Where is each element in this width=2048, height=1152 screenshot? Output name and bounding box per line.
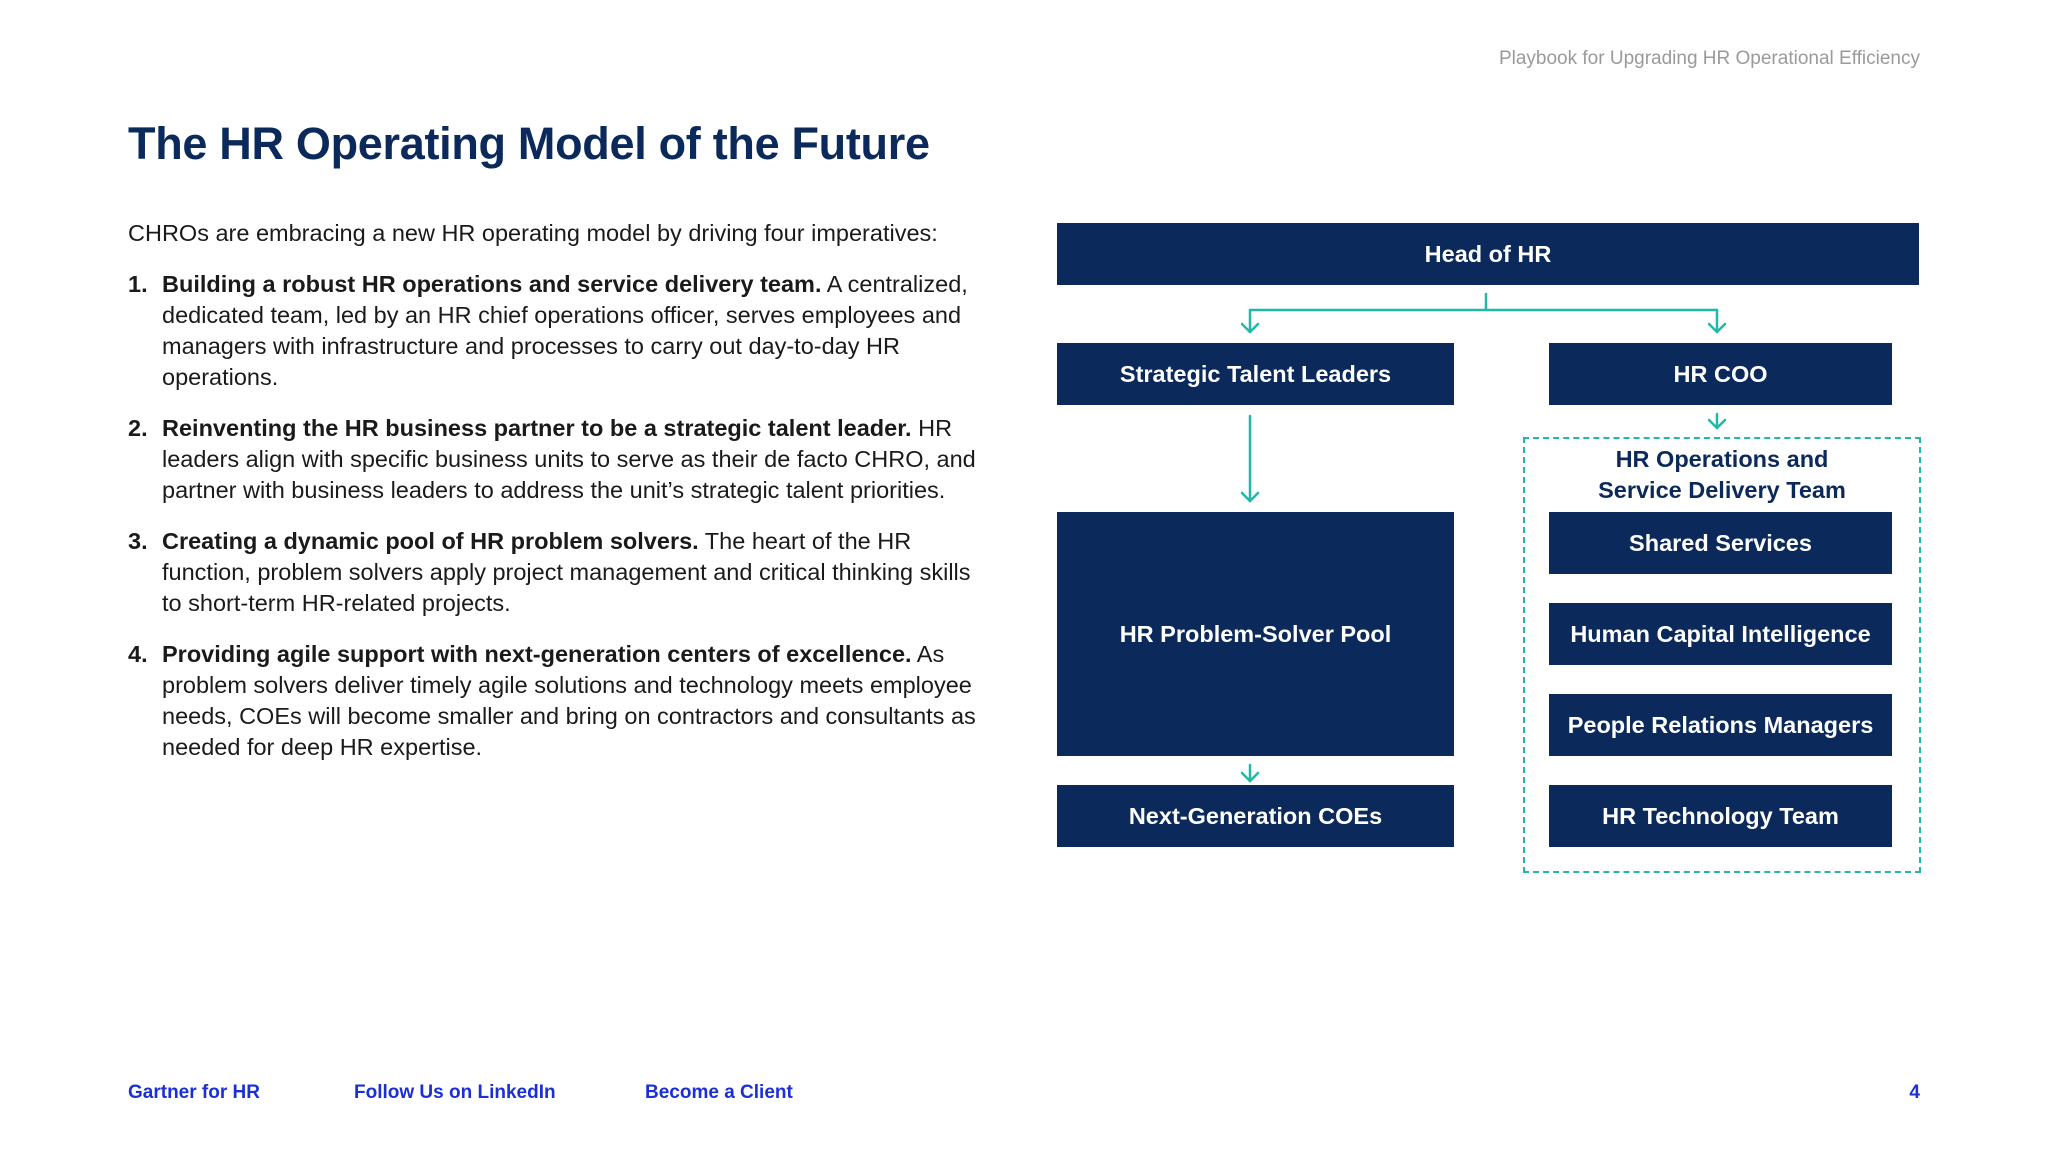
box-label: People Relations Managers xyxy=(1567,711,1874,738)
hr-problem-solver-pool-box xyxy=(1057,512,1454,756)
box-label: Shared Services xyxy=(1629,529,1812,556)
box-label: HR Technology Team xyxy=(1602,802,1839,829)
next-generation-coes-box xyxy=(1057,785,1454,847)
item-lead: Reinventing the HR business partner to be a strategic talent leader. xyxy=(162,415,912,441)
intro-text: CHROs are embracing a new HR operating model by driving four imperatives: xyxy=(128,220,938,246)
box-label: Strategic Talent Leaders xyxy=(1119,360,1392,387)
item-text: A centralized, dedicated team, led by an HR chief operations officer, serves employees and managers with infrastructure and processes to carry out day-to-day HR operations. xyxy=(162,271,968,390)
item-number: 1. xyxy=(128,271,148,297)
box-label: Human Capital Intelligence xyxy=(1570,620,1871,647)
hr-technology-team-box xyxy=(1549,785,1892,847)
box-label: HR COO xyxy=(1673,360,1768,387)
head-of-hr-box xyxy=(1057,223,1919,285)
hr-coo-box xyxy=(1549,343,1892,405)
item-text: The heart of the HR function, problem solvers apply project management and critical thinking skills to short-term HR-related projects. xyxy=(162,528,971,616)
box-label: Head of HR xyxy=(1424,240,1552,267)
item-lead: Creating a dynamic pool of HR problem solvers. xyxy=(162,528,699,554)
item-lead: Providing agile support with next-generation centers of excellence. xyxy=(162,641,912,667)
become-client-link[interactable]: Become a Client xyxy=(645,1082,793,1103)
item-number: 4. xyxy=(128,641,148,667)
box-label: Next-Generation COEs xyxy=(1128,802,1383,829)
item-text: HR leaders align with specific business units to serve as their de facto CHRO, and partner with business leaders to address the unit’s strategic talent priorities. xyxy=(162,415,976,503)
group-label-text: HR Operations and Service Delivery Team xyxy=(1598,446,1846,503)
human-capital-intelligence-box xyxy=(1549,603,1892,665)
strategic-talent-leaders-box xyxy=(1057,343,1454,405)
people-relations-managers-box xyxy=(1549,694,1892,756)
gartner-for-hr-link[interactable]: Gartner for HR xyxy=(128,1082,260,1103)
page-title: The HR Operating Model of the Future xyxy=(128,118,930,169)
follow-linkedin-link[interactable]: Follow Us on LinkedIn xyxy=(354,1082,556,1103)
item-text: As problem solvers deliver timely agile solutions and technology meets employee needs, COEs will become smaller and bring on contractors and consultants as needed for deep HR expertise. xyxy=(162,641,976,760)
shared-services-box xyxy=(1549,512,1892,574)
document-header-title: Playbook for Upgrading HR Operational Efficiency xyxy=(1498,48,1920,69)
item-number: 3. xyxy=(128,528,148,554)
item-number: 2. xyxy=(128,415,148,441)
item-lead: Building a robust HR operations and service delivery team. xyxy=(162,271,822,297)
hr-operations-group-label xyxy=(1523,444,1921,506)
box-label: HR Problem-Solver Pool xyxy=(1119,620,1392,647)
page-number: 4 xyxy=(1909,1082,1920,1103)
